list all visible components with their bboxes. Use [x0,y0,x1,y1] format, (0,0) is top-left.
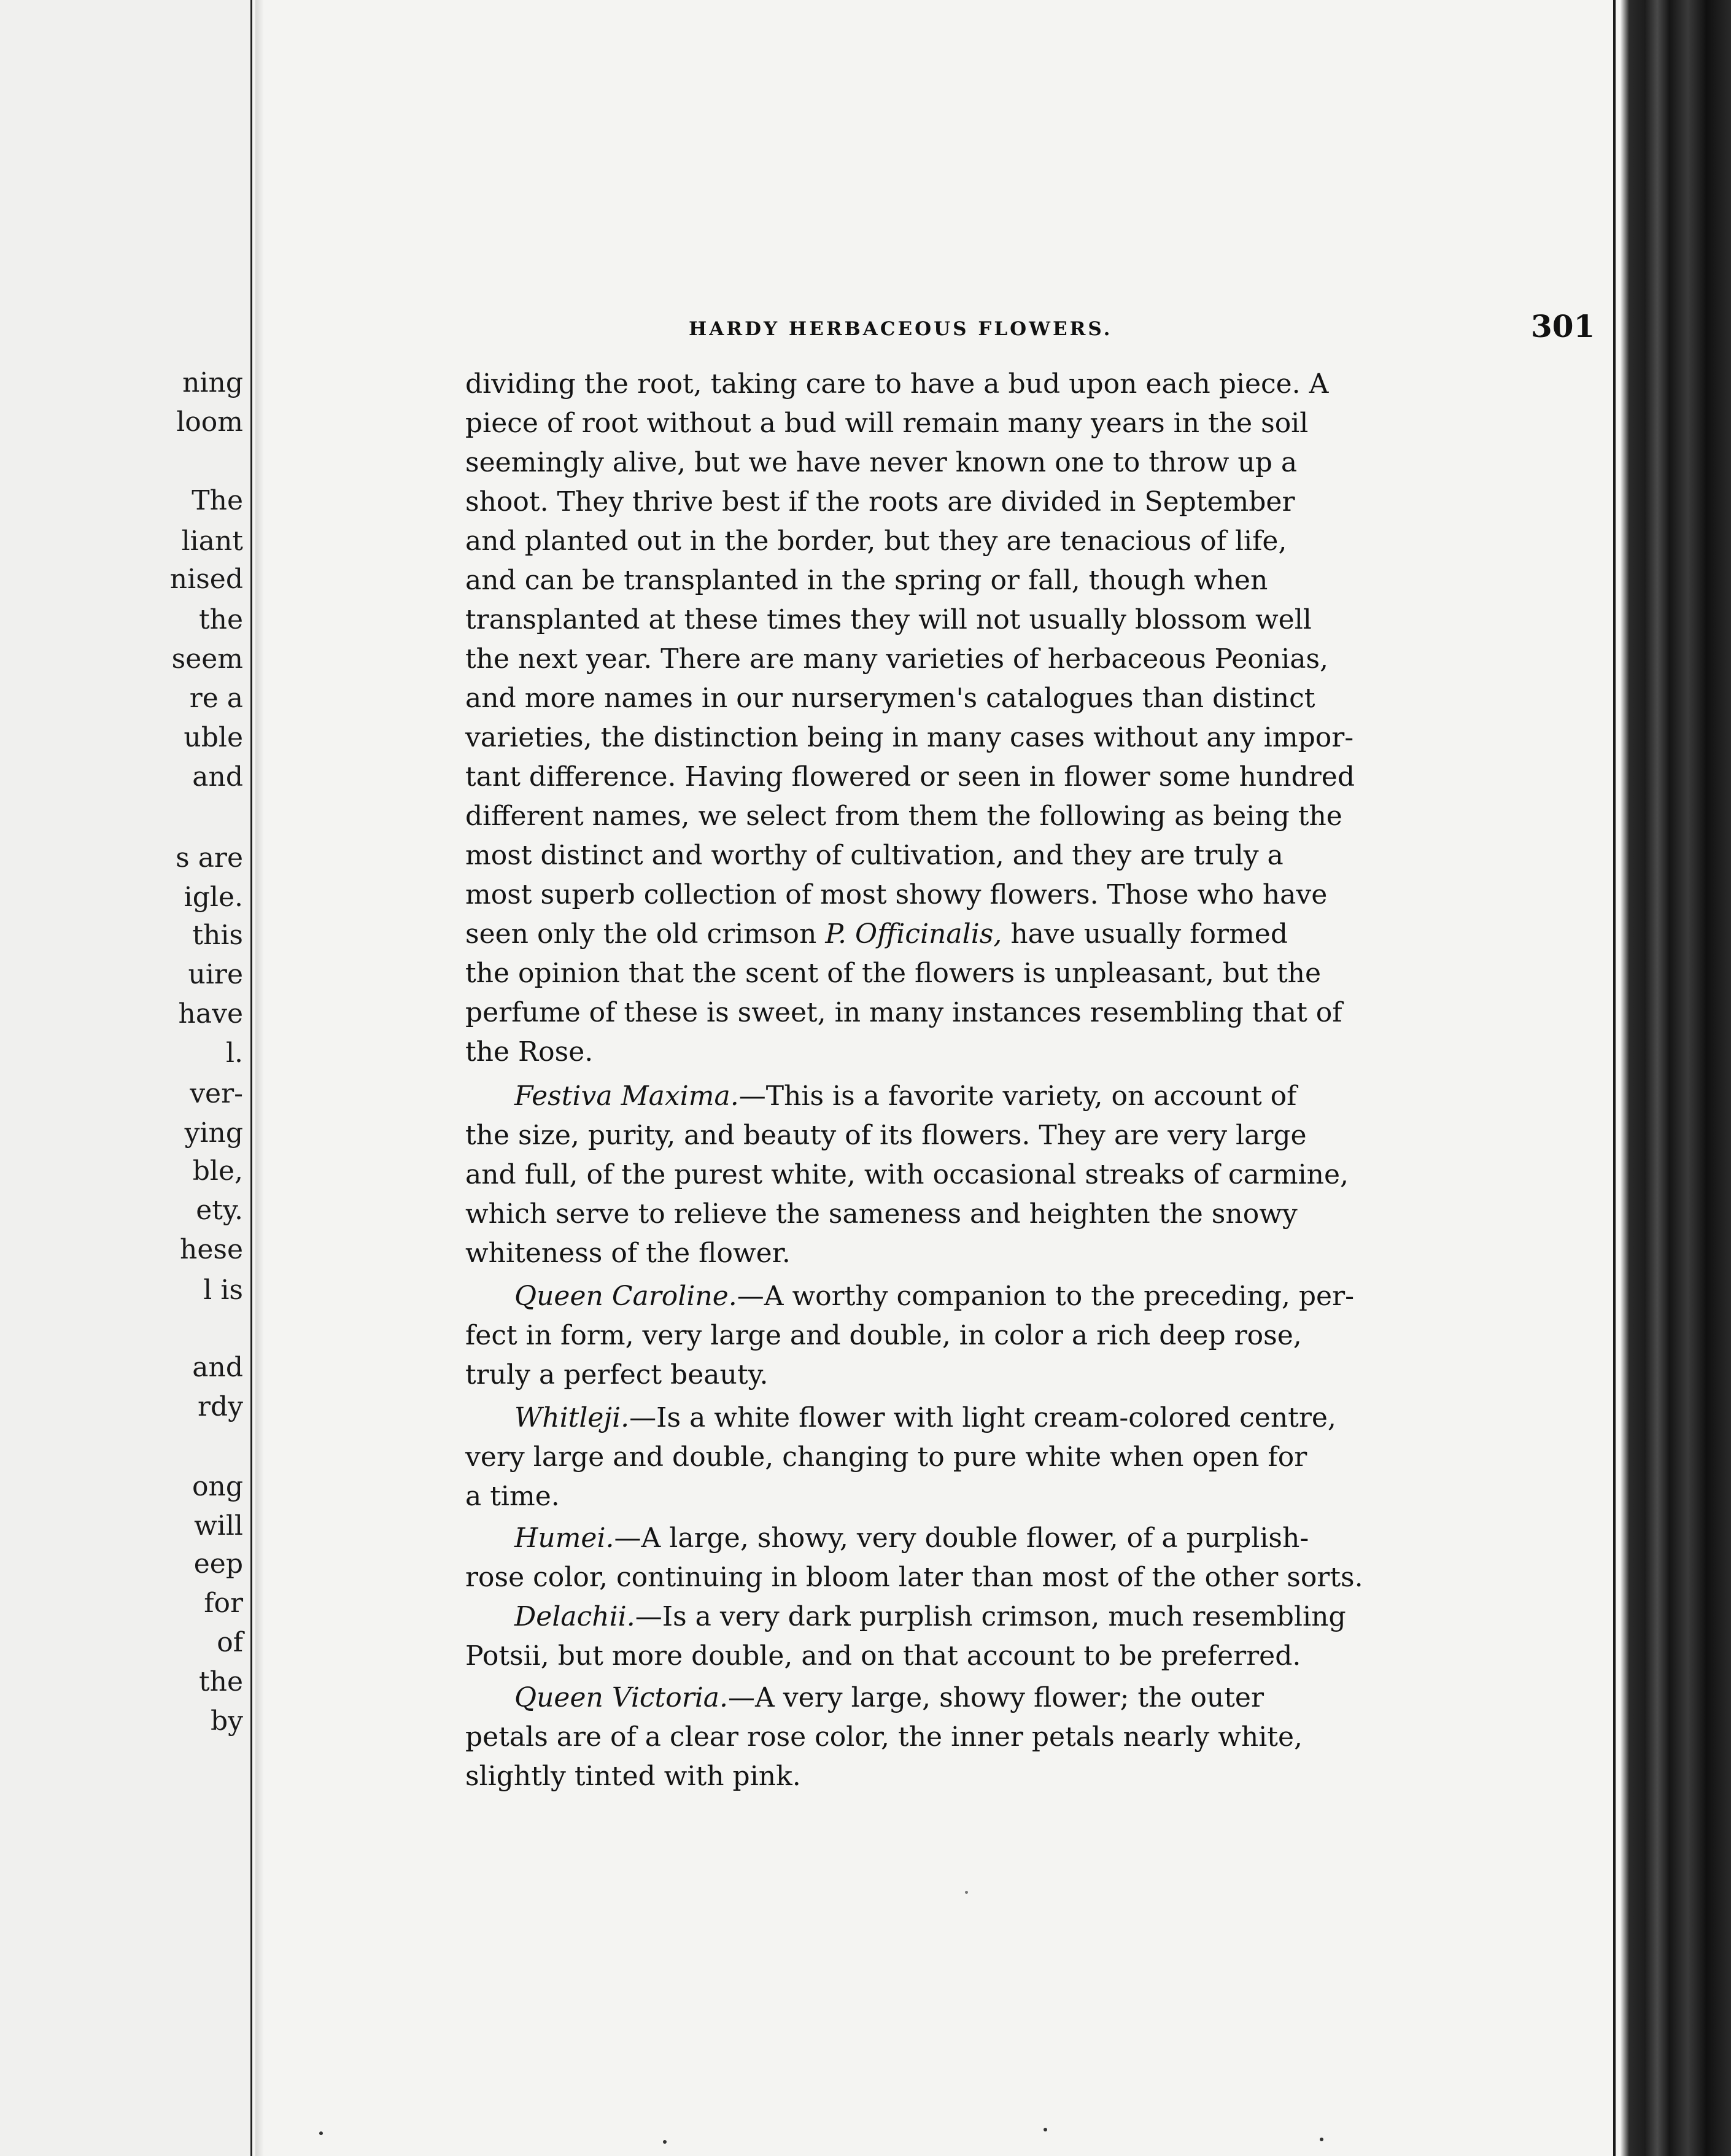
left-fragment: liant [181,525,243,557]
page-number: 301 [1531,308,1595,344]
text-line: and can be transplanted in the spring or fall, though when [465,565,1268,596]
left-fragment: ble, [192,1155,243,1187]
gutter-shadow [255,0,264,2156]
left-fragment: uire [188,959,243,990]
left-fragment: this [192,920,243,951]
text-line: and planted out in the border, but they are tenacious of life, [465,525,1287,557]
text-line: and more names in our nurserymen's catalogues than distinct [465,683,1315,714]
left-fragment: have [178,998,243,1030]
left-fragment: of [217,1627,243,1658]
text-line: perfume of these is sweet, in many instances resembling that of [465,997,1342,1028]
speck [1320,2138,1323,2141]
speck [965,1891,968,1894]
left-fragment: rdy [197,1391,243,1422]
left-fragment: by [210,1705,243,1737]
running-head [689,308,1609,351]
variety-desc: —A worthy companion to the preceding, per- [737,1281,1354,1312]
text-line: the next year. There are many varieties of herbaceous Peonias, [465,643,1329,675]
left-fragment: seem [171,643,243,675]
text-line: most superb collection of most showy flowers. Those who have [465,879,1328,910]
variety-desc: —A very large, showy flower; the outer [728,1682,1264,1713]
speck [319,2131,323,2135]
left-fragment: uble [184,722,243,753]
variety-name: Whitleji. [514,1402,630,1433]
text-line: fect in form, very large and double, in color a rich deep rose, [465,1320,1302,1351]
text-line: transplanted at these times they will not usually blossom well [465,604,1312,635]
text-line: different names, we select from them the following as being the [465,801,1342,832]
text-line: very large and double, changing to pure white when open for [465,1441,1307,1473]
running-title: HARDY HERBACEOUS FLOWERS. [689,318,1113,340]
text-line: dividing the root, taking care to have a bud upon each piece. A [465,368,1329,400]
text-line: Potsii, but more double, and on that account to be preferred. [465,1640,1301,1672]
variety-entry [514,1281,1354,1312]
left-fragment: The [192,485,243,516]
officinalis-pre: seen only the old crimson [465,918,826,950]
text-line: rose color, continuing in bloom later than most of the other sorts. [465,1562,1363,1593]
variety-entry [514,1682,1264,1713]
left-fragment: igle. [184,882,243,913]
left-fragment: will [194,1510,243,1541]
text-line: petals are of a clear rose color, the inner petals nearly white, [465,1721,1303,1753]
speck [663,2140,667,2144]
variety-name: Festiva Maxima. [514,1080,739,1112]
variety-name: Queen Victoria. [514,1682,729,1713]
left-fragment: hese [180,1234,243,1265]
left-fragment: re a [189,683,243,714]
text-line: a time. [465,1481,560,1512]
left-fragment: for [204,1588,243,1619]
scan-noise [0,2119,1731,2156]
variety-desc: —Is a white flower with light cream-colored centre, [629,1402,1336,1433]
left-fragment: nised [169,564,243,595]
left-fragment: ong [192,1471,243,1502]
left-fragment: the [198,1666,243,1697]
text-line: whiteness of the flower. [465,1238,791,1269]
text-line: the Rose. [465,1036,594,1068]
left-fragment: the [198,604,243,635]
left-fragment: and [192,761,243,793]
left-fragment: loom [176,406,243,438]
text-line: and full, of the purest white, with occasional streaks of carmine, [465,1159,1349,1190]
species-name: P. Officinalis, [825,918,1002,950]
variety-entry [514,1601,1346,1632]
variety-name: Queen Caroline. [514,1281,737,1312]
left-fragment: ying [184,1117,243,1149]
text-line: the size, purity, and beauty of its flowers. They are very large [465,1120,1307,1151]
variety-desc: —Is a very dark purplish crimson, much resembling [635,1601,1346,1632]
variety-desc: —A large, showy, very double flower, of a purplish- [614,1522,1309,1554]
text-line: truly a perfect beauty. [465,1359,769,1390]
left-fragment: l. [225,1037,243,1069]
left-fragment: l is [203,1274,243,1306]
left-fragment: ning [182,367,243,398]
left-fragment: eep [193,1548,243,1580]
text-line: most distinct and worthy of cultivation, and they are truly a [465,840,1284,871]
officinalis-post: have usually formed [1002,918,1288,950]
variety-entry [514,1522,1309,1554]
left-fragment: and [192,1352,243,1383]
text-line: varieties, the distinction being in many cases without any impor- [465,722,1354,753]
text-line [465,918,1288,950]
left-fragment: ety. [196,1195,243,1226]
left-fragment: s are [176,842,243,874]
text-line: shoot. They thrive best if the roots are divided in September [465,486,1295,518]
page-301 [265,0,1613,2156]
text-line: seemingly alive, but we have never known one to throw up a [465,447,1298,478]
left-page-fragment [0,0,250,2156]
variety-entry [514,1402,1336,1433]
text-line: the opinion that the scent of the flowers is unpleasant, but the [465,958,1322,989]
variety-entry [514,1080,1296,1112]
left-fragment: ver- [190,1078,243,1109]
gutter-edge-left [250,0,252,2156]
page-edge-line [1613,0,1616,2156]
variety-name: Humei. [514,1522,614,1554]
text-line: slightly tinted with pink. [465,1761,801,1792]
variety-name: Delachii. [514,1601,635,1632]
text-line: which serve to relieve the sameness and heighten the snowy [465,1198,1298,1230]
text-line: piece of root without a bud will remain many years in the soil [465,408,1309,439]
text-line: tant difference. Having flowered or seen in flower some hundred [465,761,1355,793]
book-edge [1621,0,1731,2156]
variety-desc: —This is a favorite variety, on account of [738,1080,1297,1112]
speck [1044,2128,1047,2131]
